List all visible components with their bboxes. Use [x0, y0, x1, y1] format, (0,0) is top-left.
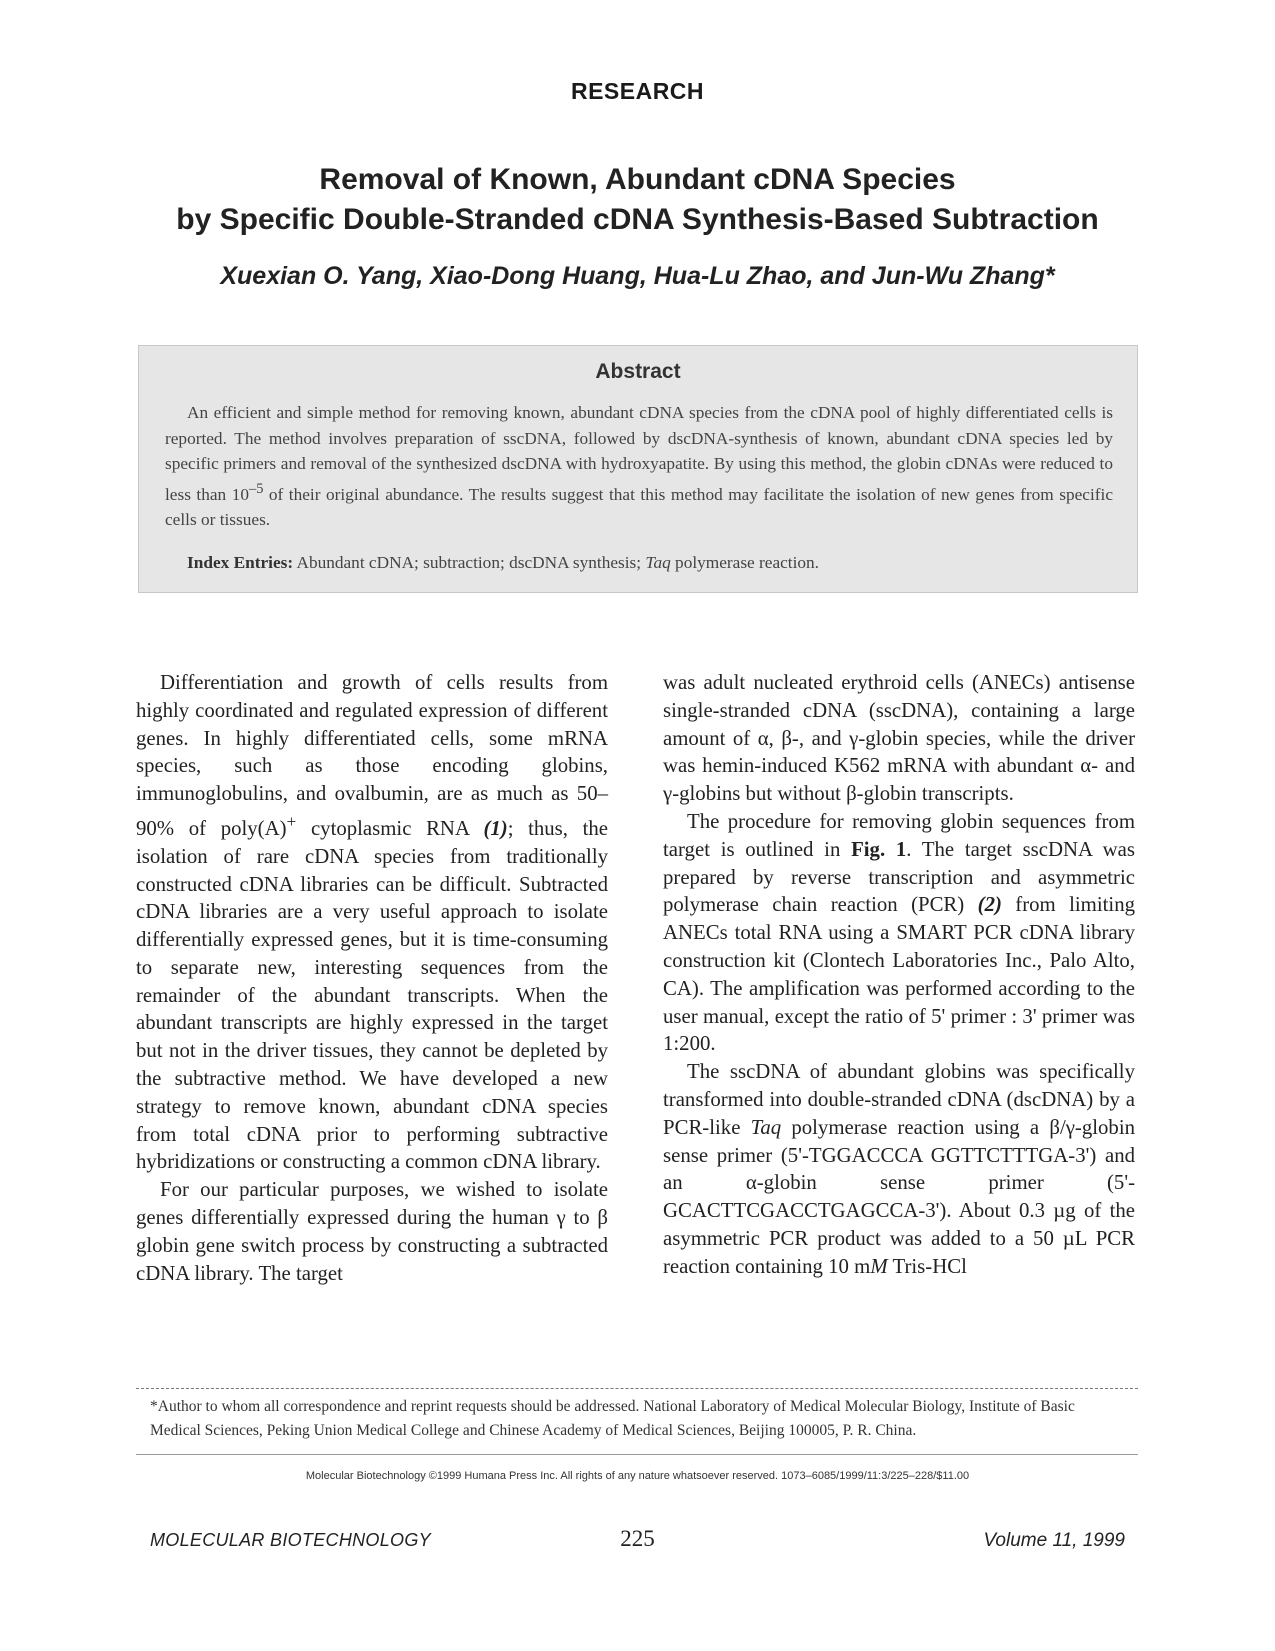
- abstract-heading: Abstract: [595, 360, 681, 383]
- right-p2-text-c: from limiting ANECs total RNA using a SMART PCR cDNA library construction kit (Clontech Laboratories Inc., Palo Alto, CA). The amplification was performed according to the user manual, except the ratio of 5' primer : 3' primer was 1:200.: [663, 893, 1135, 1056]
- abstract-text-part2: of their original abundance. The results suggest that this method may facilitate the isolation of new genes from specific cells or tissues.: [165, 484, 1113, 530]
- citation-ref-2: (2): [977, 893, 1002, 917]
- left-p1-text-b: cytoplasmic RNA: [296, 816, 484, 840]
- right-p3-molar: M: [870, 1254, 888, 1278]
- index-entries-label: Index Entries:: [187, 553, 294, 572]
- figure-ref-1: Fig. 1: [851, 837, 907, 861]
- page-number: 225: [620, 1526, 655, 1551]
- section-label: RESEARCH: [570, 78, 705, 104]
- footer-volume: Volume 11, 1999: [983, 1530, 1125, 1551]
- left-p1-text-a: Differentiation and growth of cells results from highly coordinated and regulated expression of different genes. In highly differentiated cells, some mRNA species, such as those encoding globins, immunoglobulins, and ovalbumin, are as much as 50–90% of poly(A): [136, 671, 608, 840]
- right-paragraph-1: was adult nucleated erythroid cells (ANECs) antisense single-stranded cDNA (sscDNA), containing a large amount of α, β-, and γ-globin species, while the driver was hemin-induced K562 mRNA with abundant α- and γ-globins but without β-globin transcripts.: [663, 671, 1135, 806]
- corresponding-author-footnote: *Author to whom all correspondence and reprint requests should be addressed. National Laboratory of Medical Molecular Biology, Institute of Basic Medical Sciences, Peking Union Medical College and Chinese Academy of Medical Sciences, Beijing 100005, P. R. China.: [150, 1398, 1075, 1439]
- article-title: [60, 160, 1215, 240]
- right-p3-taq: Taq: [750, 1115, 782, 1139]
- index-entries: [187, 550, 1113, 576]
- citation-ref-1: (1): [483, 816, 508, 840]
- footer-journal-name: MOLECULAR BIOTECHNOLOGY: [150, 1530, 431, 1550]
- right-p3-text-b: polymerase reaction using a β/γ-globin sense primer (5'-TGGACCCA GGTTCTTTGA-3') and an α-globin sense primer (5'-GCACTTCGACCTGAGCCA-3'). About 0.3 µg of the asymmetric PCR product was added to a 50 µL PCR reaction containing 10 m: [663, 1115, 1136, 1278]
- footnote-bottom-rule: [136, 1454, 1138, 1455]
- left-paragraph-2: For our particular purposes, we wished to isolate genes differentially expressed during the human γ to β globin gene switch process by constructing a subtracted cDNA library. The target: [136, 1178, 608, 1285]
- footnote-divider: [136, 1388, 1138, 1389]
- left-p1-text-c: ; thus, the isolation of rare cDNA species from traditionally constructed cDNA libraries can be difficult. Subtracted cDNA libraries are a very useful approach to isolate differentially expressed genes, but it is time-consuming to separate new, interesting sequences from the remainder of the abundant transcripts. When the abundant transcripts are highly expressed in the target but not in the driver tissues, they cannot be depleted by the subtractive method. We have developed a new strategy to remove known, abundant cDNA species from total cDNA prior to performing subtractive hybridizations or constructing a common cDNA library.: [136, 816, 609, 1174]
- abstract-text-part1: An efficient and simple method for removing known, abundant cDNA species from the cDNA pool of highly differentiated cells is reported. The method involves preparation of sscDNA, followed by dscDNA-synthesis of known, abundant cDNA species led by specific primers and removal of the synthesized dscDNA with hydroxyapatite. By using this method, the globin cDNAs were reduced to less than 10: [165, 403, 1113, 504]
- author-list: Xuexian O. Yang, Xiao-Dong Huang, Hua-Lu Zhao, and Jun-Wu Zhang*: [220, 262, 1055, 290]
- title-line-2: by Specific Double-Stranded cDNA Synthesis-Based Subtraction: [176, 203, 1099, 236]
- left-p1-superscript: +: [286, 811, 297, 831]
- right-paragraph-2: [663, 808, 1135, 1058]
- right-p2-text-b: . The target sscDNA was prepared by reverse transcription and asymmetric polymerase chain reaction (PCR): [663, 837, 1135, 917]
- left-paragraph-1: [136, 669, 608, 1176]
- abstract-box: [138, 345, 1138, 593]
- abstract-text: [165, 400, 1113, 533]
- right-p2-text-a: The procedure for removing globin sequences from target is outlined in: [663, 809, 1135, 861]
- abstract-exponent: –5: [248, 480, 264, 497]
- index-entries-taq: Taq: [645, 553, 671, 572]
- right-p3-text-a: The sscDNA of abundant globins was specifically transformed into double-stranded cDNA (dscDNA) by a PCR-like: [663, 1060, 1135, 1139]
- body-column-right: [663, 669, 1135, 1281]
- right-p3-text-c: Tris-HCl: [887, 1254, 967, 1278]
- copyright-line: Molecular Biotechnology ©1999 Humana Press Inc. All rights of any nature whatsoever reserved. 1073–6085/1999/11:3/225–228/$11.00: [305, 1470, 970, 1482]
- index-entries-text-b: polymerase reaction.: [670, 553, 820, 572]
- title-line-1: Removal of Known, Abundant cDNA Species: [319, 163, 956, 196]
- right-paragraph-3: [663, 1058, 1135, 1280]
- index-entries-text-a: Abundant cDNA; subtraction; dscDNA synthesis;: [293, 553, 646, 572]
- body-column-left: [136, 669, 608, 1287]
